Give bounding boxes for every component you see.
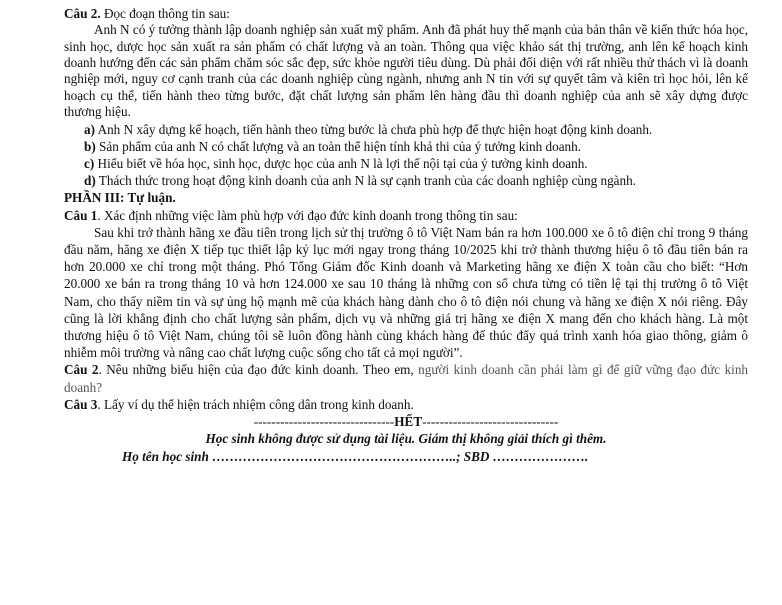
- option-key: d): [84, 173, 96, 189]
- q3-label: Câu 3: [64, 396, 98, 412]
- option-key: c): [84, 156, 95, 172]
- option-text: Thách thức trong hoạt động kinh doanh của anh N là sự cạnh tranh của các doanh nghiệp cùng ngành.: [95, 173, 637, 189]
- part3-q1: [64, 207, 748, 224]
- part3-q3: [64, 396, 748, 413]
- q2-prompt-gray: người kinh doanh cần phải làm gì để giữ vững đạo đức kinh doanh?: [64, 362, 749, 395]
- cau2-intro-text: Đọc đoạn thông tin sau:: [100, 6, 230, 21]
- end-dashes-right: -------------------------------: [422, 414, 559, 430]
- part3-q2: [64, 361, 748, 395]
- end-dashes-left: --------------------------------: [253, 414, 395, 430]
- option-text: Sản phẩm của anh N có chất lượng và an toàn thể hiện tính khả thi của ý tưởng kinh doanh.: [95, 138, 582, 154]
- cau2-passage: Anh N có ý tưởng thành lập doanh nghiệp sản xuất mỹ phẩm. Anh đã phát huy thế mạnh của bản thân về kiến thức hóa học, sinh học, dược học sản xuất ra sản phẩm có chất lượng và an toàn. Thông qua việc khảo sát thị trường, anh lên kế hoạch kinh doanh hướng đến các sản phẩm chăm sóc sắc đẹp, sức khỏe người tiêu dùng. Dù phải đối diện với rất nhiều thử thách vì là doanh nghiệp mới, nguy cơ cạnh tranh của các doanh nghiệp cùng ngành, nhưng anh N tin với sự quyết tâm và kiên trì học hỏi, lên kế hoạch cụ thể, tiến hành theo từng bước, đặt chất lượng sản phẩm lên hàng đầu thì doanh nghiệp của anh sẽ xây dựng được thương hiệu.: [64, 22, 748, 120]
- q1-label: Câu 1: [64, 207, 98, 223]
- cau2-option-b: [64, 138, 748, 155]
- cau2-intro: [64, 5, 748, 22]
- exam-note: Học sinh không được sử dụng tài liệu. Giám thị không giải thích gì thêm.: [205, 431, 607, 447]
- option-key: a): [84, 121, 95, 137]
- end-divider: [64, 413, 748, 430]
- part3-heading: [64, 189, 748, 206]
- exam-page: [64, 5, 748, 465]
- part3-heading-text: PHẦN III: Tự luận.: [64, 190, 176, 206]
- q1-prompt: . Xác định những việc làm phù hợp với đạo đức kinh doanh trong thông tin sau:: [97, 207, 518, 223]
- cau2-option-c: [64, 155, 748, 172]
- end-word: HẾT: [394, 414, 423, 430]
- q1-passage: Sau khi trở thành hãng xe đầu tiên trong lịch sử thị trường ô tô Việt Nam bán ra hơn 100.000 xe ô tô điện chỉ trong 9 tháng đầu năm, hãng xe điện X tiếp tục thiết lập kỷ lục mới ngay trong tháng 10/2025 khi trở thành thương hiệu ô tô đầu tiên bán ra hơn 20.000 xe chỉ trong một tháng. Phó Tổng Giám đốc Kinh doanh và Marketing hãng xe điện X toàn cầu cho biết: “Hơn 20.000 xe bán ra trong tháng 10 và hơn 124.000 xe sau 10 tháng là những con số chưa từng có tiền lệ tại thị trường ô tô Việt Nam, cho thấy niềm tin và sự ủng hộ mạnh mẽ của khách hàng dành cho ô tô điện nói chung và hãng xe điện X nói riêng. Đây cũng là lời khẳng định cho chất lượng sản phẩm, dịch vụ và những giá trị hãng xe điện X mang đến cho khách hàng. Là một thương hiệu ô tô Việt Nam, chúng tôi sẽ luôn đồng hành cùng khách hàng để thúc đẩy quá trình xanh hóa giao thông, giảm ô nhiễm môi trường và nâng cao chất lượng cuộc sống cho tất cả mọi người”.: [64, 224, 748, 361]
- option-text: Anh N xây dựng kế hoạch, tiến hành theo từng bước là chưa phù hợp để thực hiện hoạt động kinh doanh.: [95, 121, 653, 137]
- q3-prompt: . Lấy ví dụ thể hiện trách nhiệm công dân trong kinh doanh.: [97, 396, 414, 412]
- cau2-option-a: [64, 121, 748, 138]
- q2-label: Câu 2: [64, 362, 99, 378]
- cau2-label: Câu 2.: [64, 6, 101, 21]
- student-name-line: Họ tên học sinh ………………………………………………..; SBD ………………….: [122, 448, 589, 464]
- q2-prompt: . Nêu những biểu hiện của đạo đức kinh doanh. Theo em,: [98, 362, 419, 378]
- cau2-option-d: [64, 172, 748, 189]
- option-text: Hiểu biết về hóa học, sinh học, dược học của anh N là lợi thế nội tại của ý tưởng kinh doanh.: [94, 156, 588, 172]
- option-key: b): [84, 138, 96, 154]
